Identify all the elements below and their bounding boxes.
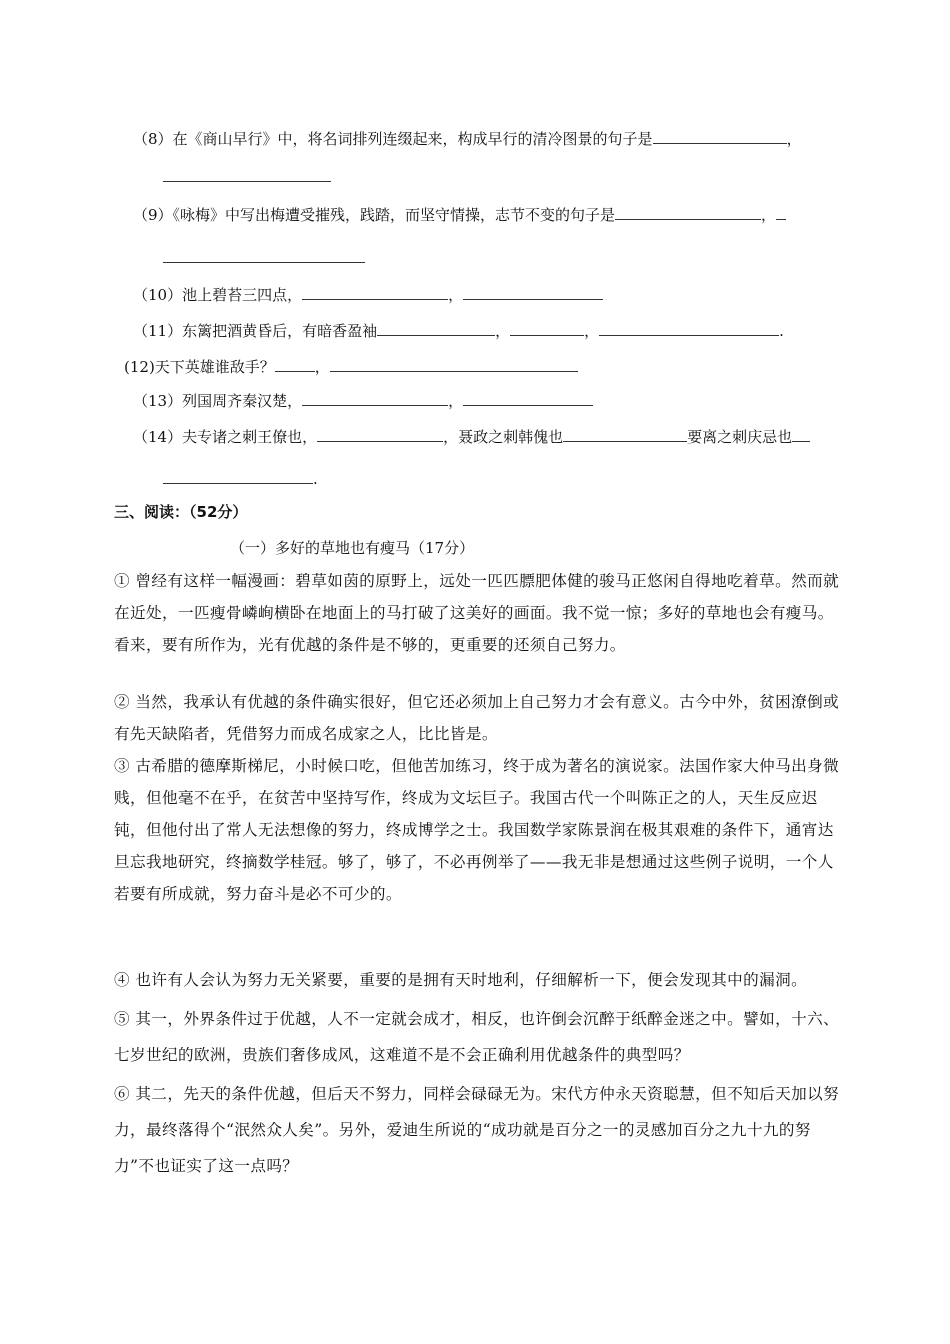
answer-blank[interactable] (377, 320, 495, 336)
answer-blank[interactable] (163, 247, 365, 263)
answer-blank[interactable] (599, 320, 779, 336)
question-11-text: （11）东篱把酒黄昏后，有暗香盈袖 (133, 322, 378, 340)
question-8: （8）在《商山早行》中，将名词排列连缀起来，构成早行的清冷图景的句子是 ， (133, 130, 802, 148)
answer-blank[interactable] (163, 166, 331, 182)
question-14: （14）夫专诸之刺王僚也， ，聂政之刺韩傀也 要离之刺庆忌也 (133, 426, 810, 447)
question-12-text: (12)天下英雄谁敌手？ (124, 358, 275, 376)
passage-paragraph-2: ② 当然，我承认有优越的条件确实很好，但它还必须加上自己努力才会有意义。古今中外，贫困潦倒或有先天缺陷者，凭借努力而成名成家之人，比比皆是。 (114, 693, 840, 743)
answer-blank[interactable] (163, 468, 313, 484)
question-8-line2 (163, 166, 331, 187)
question-10: （10）池上碧苔三四点， ， (133, 284, 603, 305)
question-14-text: （14）夫专诸之刺王僚也， (133, 428, 318, 446)
question-9: （9）《咏梅》中写出梅遭受摧残，践踏，而坚守情操，志节不变的句子是 ， (133, 204, 786, 225)
passage-paragraph-4: ④ 也许有人会认为努力无关紧要，重要的是拥有天时地利，仔细解析一下，便会发现其中的漏洞。 (114, 971, 808, 989)
answer-blank[interactable] (653, 128, 787, 144)
question-13-text: （13）列国周齐秦汉楚， (133, 392, 303, 410)
section-3-heading: 三、阅读：（52分） (114, 503, 248, 521)
question-10-text: （10）池上碧苔三四点， (133, 286, 303, 304)
answer-blank[interactable] (317, 426, 443, 442)
question-11: （11）东篱把酒黄昏后，有暗香盈袖 ， ， . (133, 322, 784, 340)
question-13: （13）列国周齐秦汉楚， ， (133, 390, 593, 411)
question-9-line2 (163, 247, 365, 268)
answer-blank[interactable] (463, 284, 603, 300)
answer-blank[interactable] (563, 426, 687, 442)
passage-paragraph-5: ⑤ 其一，外界条件过于优越，人不一定就会成才，相反，也许倒会沉醉于纸醉金迷之中。譬如，十六、七岁世纪的欧洲，贵族们奢侈成风，这难道不是不会正确利用优越条件的典型吗？ (114, 1010, 840, 1064)
answer-blank[interactable] (330, 356, 578, 372)
passage-paragraph-3: ③ 古希腊的德摩斯梯尼，小时候口吃，但他苦加练习，终于成为著名的演说家。法国作家大仲马出身微贱，但他毫不在乎，在贫苦中坚持写作，终成为文坛巨子。我国古代一个叫陈正之的人，天生反应迟钝，但他付出了常人无法想像的努力，终成博学之士。我国数学家陈景润在极其艰难的条件下，通宵达旦忘我地研究，终摘数学桂冠。够了，够了，不必再例举了——我无非是想通过这些例子说明，一个人若要有所成就，努力奋斗是必不可少的。 (114, 757, 840, 903)
answer-blank[interactable] (302, 390, 448, 406)
passage-title: （一）多好的草地也有瘦马（17分） (230, 539, 475, 557)
answer-blank[interactable] (463, 390, 593, 406)
answer-blank[interactable] (510, 320, 584, 336)
passage-paragraph-1: ① 曾经有这样一幅漫画：碧草如茵的原野上，远处一匹匹膘肥体健的骏马正悠闲自得地吃着草。然而就在近处，一匹瘦骨嶙峋横卧在地面上的马打破了这美好的画面。我不觉一惊；多好的草地也会有瘦马。看来，要有所作为，光有优越的条件是不够的，更重要的还须自己努力。 (114, 572, 840, 654)
answer-blank[interactable] (792, 426, 810, 442)
answer-blank[interactable] (615, 204, 761, 220)
question-12: (12)天下英雄谁敌手？ ， (124, 356, 578, 377)
passage-paragraph-6: ⑥ 其二，先天的条件优越，但后天不努力，同样会碌碌无为。宋代方仲永天资聪慧，但不知后天加以努力，最终落得个“泯然众人矣”。另外，爱迪生所说的“成功就是百分之一的灵感加百分之九十九的努力”不也证实了这一点吗？ (114, 1085, 840, 1175)
answer-blank[interactable] (302, 284, 448, 300)
answer-blank[interactable] (776, 204, 786, 220)
answer-blank[interactable] (275, 356, 315, 372)
question-14-line2: . (163, 468, 318, 489)
question-8-text: （8）在《商山早行》中，将名词排列连缀起来，构成早行的清冷图景的句子是 (133, 130, 653, 148)
question-9-text: （9）《咏梅》中写出梅遭受摧残，践踏，而坚守情操，志节不变的句子是 (133, 206, 616, 224)
